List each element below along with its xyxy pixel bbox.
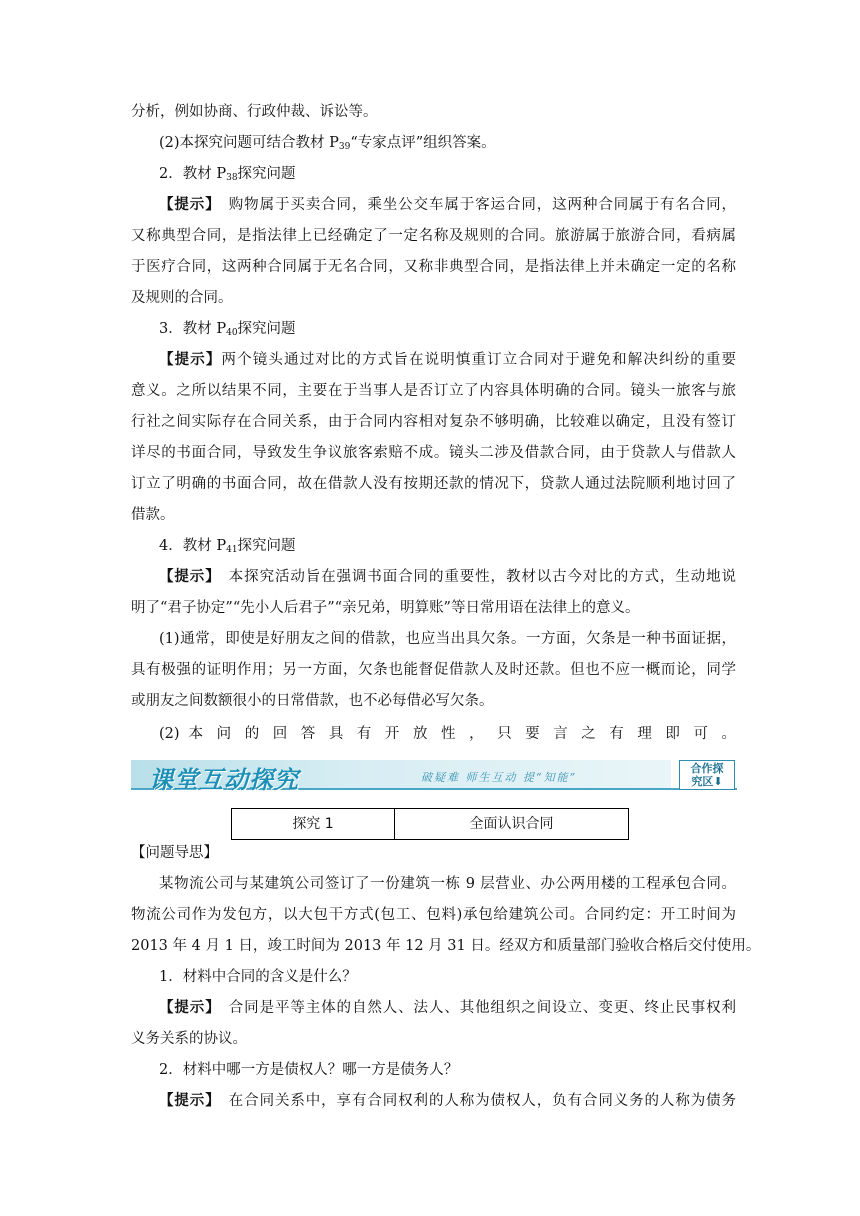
topic-table: [231, 808, 629, 840]
cooperation-area-button[interactable]: [679, 760, 735, 790]
text-line: 意义。之所以结果不同，主要在于当事人是否订立了内容具体明确的合同。镜头一旅客与旅: [131, 383, 736, 399]
text-line: 【提示】 本探究活动旨在强调书面合同的重要性，教材以古今对比的方式，生动地说: [159, 568, 737, 585]
banner-box-line1: 合作探: [690, 762, 724, 775]
text-line: 物流公司作为发包方，以大包干方式(包工、包料)承包给建筑公司。合同约定：开工时间为: [131, 907, 736, 923]
text-line: 详尽的书面合同，导致发生争议旅客索赔不成。镜头二涉及借款合同，由于贷款人与借款人: [131, 445, 736, 461]
table-cell-topic-number: 探究 1: [232, 809, 395, 839]
text-line: 明了“君子协定”“先小人后君子”“亲兄弟，明算账”等日常用语在法律上的意义。: [131, 600, 640, 616]
text-line: 或朋友之间数额很小的日常借款，也不必每借必写欠条。: [131, 693, 494, 709]
question: 2．材料中哪一方是债权人？哪一方是债务人？: [159, 1062, 459, 1078]
text-line: 某物流公司与某建筑公司签订了一份建筑一栋 9 层营业、办公两用楼的工程承包合同。: [159, 876, 736, 892]
text-line: 借款。: [131, 507, 175, 523]
banner-title: 课堂互动探究: [149, 765, 299, 794]
text-line: 行社之间实际存在合同关系，由于合同内容相对复杂不够明确，比较难以确定，且没有签订: [131, 414, 736, 430]
text-line: (1)通常，即使是好朋友之间的借款，也应当出具欠条。一方面，欠条是一种书面证据，: [159, 631, 736, 647]
tip-label: 【提示】: [159, 1092, 214, 1109]
banner-subtitle: 破疑难 师生互动 提“知能”: [421, 771, 578, 784]
text-line: 【提示】 购物属于买卖合同，乘坐公交车属于客运合同，这两种合同属于有名合同，: [159, 196, 737, 213]
text-line: 及规则的合同。: [131, 290, 233, 306]
tip-label: 【提示】: [159, 568, 214, 585]
text-line: 具有极强的证明作用；另一方面，欠条也能督促借款人及时还款。但也不应一概而论，同学: [131, 662, 736, 678]
text-line: 义务关系的协议。: [131, 1031, 247, 1047]
section-heading: 2．教材 $P_{38}$探究问题: [159, 166, 296, 183]
section-heading: 4．教材 $P_{41}$探究问题: [159, 538, 296, 555]
text-line: 于医疗合同，这两种合同属于无名合同，又称非典型合同，是指法律上并未确定一定的名称: [131, 259, 736, 275]
section-banner: [131, 760, 737, 794]
tip-label: 【提示】: [159, 999, 214, 1016]
text-line: 【提示】 在合同关系中，享有合同权利的人称为债权人，负有合同义务的人称为债务: [159, 1092, 737, 1109]
tip-label: 【提示】: [159, 196, 214, 213]
question: 1．材料中合同的含义是什么？: [159, 969, 357, 985]
text-line: 2013 年 4 月 1 日，竣工时间为 2013 年 12 月 31 日。经双方和质量部门验收合格后交付使用。: [131, 938, 761, 954]
text-line: 又称典型合同，是指法律上已经确定了一定名称及规则的合同。旅游属于旅游合同，看病属: [131, 228, 736, 244]
table-cell-topic-title: 全面认识合同: [469, 816, 554, 832]
section-heading: 3．教材 $P_{40}$探究问题: [159, 321, 296, 338]
text-line: 【提示】 合同是平等主体的自然人、法人、其他组织之间设立、变更、终止民事权利: [159, 999, 737, 1016]
tip-label: 【提示】: [159, 351, 222, 368]
text-line: 【提示】两个镜头通过对比的方式旨在说明慎重订立合同对于避免和解决纠纷的重要: [159, 351, 736, 368]
text-line: (2)本探究问题可结合教材 $P_{39}“$专家点评”组织答案。: [159, 135, 496, 152]
text-line: (2) 本 问 的 回 答 具 有 开 放 性 ， 只 要 言 之 有 理 即 可 。: [159, 726, 736, 742]
text-line: 分析，例如协商、行政仲裁、诉讼等。: [131, 104, 378, 120]
banner-box-line2: 究区⬇: [691, 775, 723, 788]
text-line: 订立了明确的书面合同，故在借款人没有按期还款的情况下，贷款人通过法院顺利地讨回了: [131, 476, 736, 492]
guide-heading: 【问题导思】: [131, 845, 218, 861]
down-arrow-icon: ⬇: [713, 775, 723, 788]
